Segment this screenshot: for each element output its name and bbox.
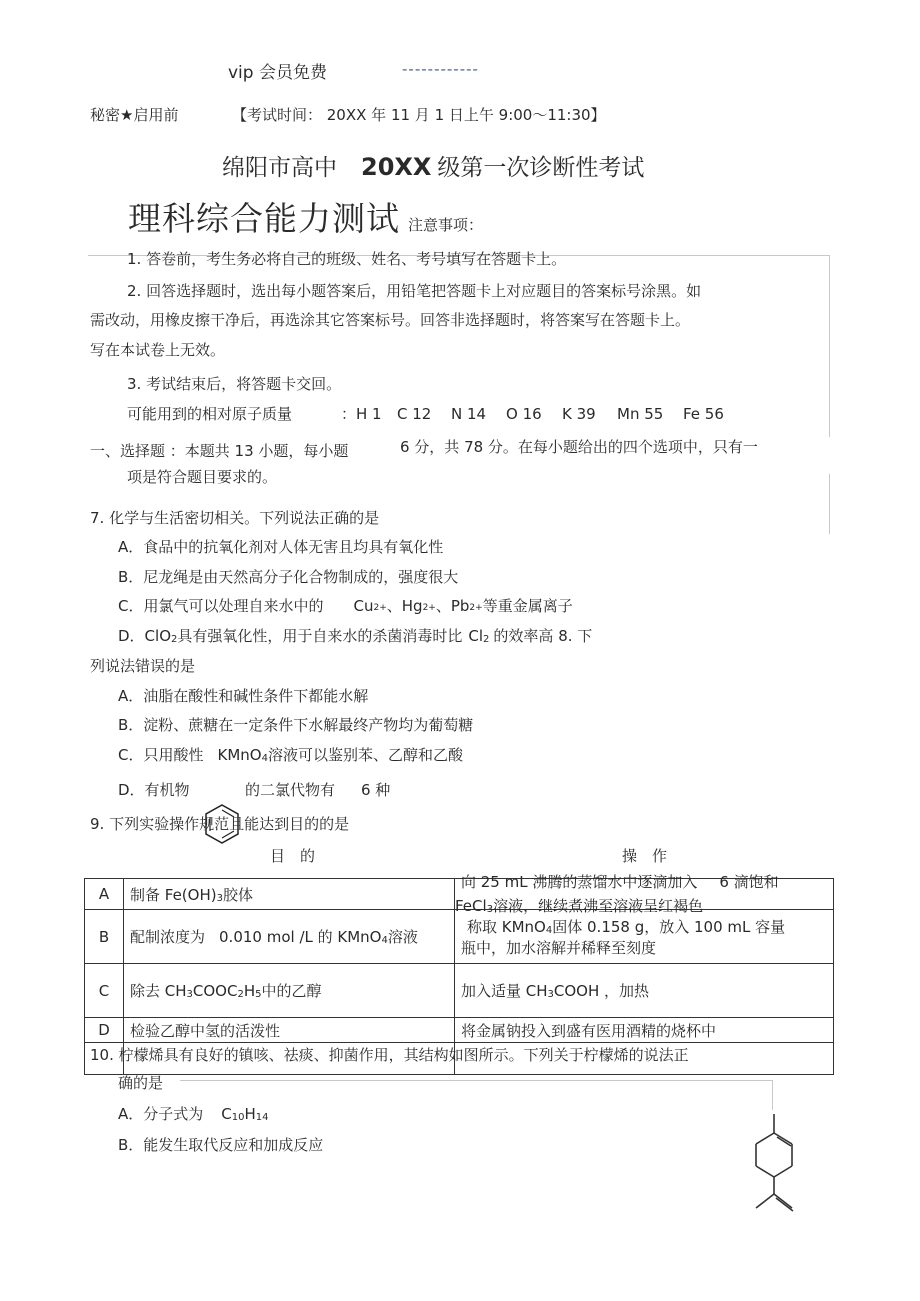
- q8-c-kmno: KMnO: [217, 746, 262, 764]
- q7-d-mid: 具有强氧化性，用于自来水的杀菌消毒时比: [177, 627, 463, 645]
- q10-a-c: C: [221, 1105, 232, 1123]
- q7-c-cu-charge: 2+: [373, 603, 387, 613]
- q10-option-a: [118, 1105, 269, 1124]
- q8-option-b: B．淀粉、蔗糖在一定条件下水解最终产物均为葡萄糖: [118, 716, 474, 734]
- row-c-goal-s2: 2: [237, 989, 244, 1000]
- row-a-op2-pre: FeCl: [455, 897, 487, 915]
- notice-label: 注意事项：: [408, 216, 484, 234]
- q7-d-cl-sub: 2: [483, 634, 490, 645]
- q8-option-d-pre: D．有机物: [118, 781, 190, 799]
- q8-c-pre: C．只用酸性: [118, 746, 204, 764]
- section-1-c: 项是符合题目要求的。: [127, 468, 278, 486]
- q10-a-h: H: [244, 1105, 256, 1123]
- q7-d-sub: 2: [171, 634, 178, 645]
- title-year: 20XX: [361, 153, 432, 181]
- q7-c-pb-charge: 2+: [469, 603, 483, 613]
- q7-option-a: A．食品中的抗氧化剂对人体无害且均具有氧化性: [118, 538, 444, 556]
- q7-c-hg-charge: 2+: [422, 603, 436, 613]
- frame-line-right-2: [829, 474, 830, 534]
- row-a-goal-post: 胶体: [222, 885, 253, 904]
- row-c-goal-mid2: H: [243, 982, 256, 1000]
- table-row: [85, 879, 834, 910]
- exam-time: 【考试时间： 20XX 年 11 月 1 日上午 9:00～11:30】: [232, 106, 606, 124]
- row-a-op: [455, 873, 834, 915]
- q10-stem-b: 确的是: [118, 1074, 164, 1092]
- section-1-a: 一、选择题 ：本题共 13 小题，每小题: [90, 442, 349, 460]
- row-b-goal-sub: 4: [381, 935, 388, 946]
- mass-mn: Mn 55: [617, 405, 664, 423]
- row-b-goal-post: 溶液: [387, 928, 418, 946]
- q7-option-c: [118, 597, 573, 615]
- q7-d-pre: D．ClO: [118, 627, 171, 645]
- q8-option-a: A．油脂在酸性和碱性条件下都能水解: [118, 687, 369, 705]
- q9-col-goal: 目 的: [270, 847, 316, 865]
- notice-2a: 2. 回答选择题时，选出每小题答案后，用铅笔把答题卡上对应题目的答案标号涂黑。如: [127, 282, 702, 300]
- q8-option-c: [118, 746, 463, 765]
- row-b-op1-sub: 4: [545, 924, 553, 936]
- table-row: [85, 964, 834, 1018]
- mass-n: N 14: [451, 405, 487, 423]
- row-d-key: D: [85, 1018, 124, 1043]
- limonene-structure-icon: [745, 1108, 805, 1218]
- q10-stem-a: 10. 柠檬烯具有良好的镇咳、祛痰、抑菌作用，其结构如图所示。下列关于柠檬烯的说法正: [90, 1046, 689, 1064]
- row-a-op-line2: [455, 895, 703, 916]
- row-c-op-sub: 3: [547, 989, 554, 1000]
- row-b-key: B: [85, 910, 124, 964]
- row-c-goal-mid: COOC: [192, 982, 238, 1000]
- row-a-op-line1: [461, 871, 779, 892]
- title-post: 级第一次诊断性考试: [437, 155, 645, 181]
- row-a-key: A: [85, 879, 124, 910]
- row-d-goal: 检验乙醇中氢的活泼性: [124, 1018, 455, 1043]
- notice-2c: 写在本试卷上无效。: [90, 341, 226, 359]
- q10-option-b: B．能发生取代反应和加成反应: [118, 1136, 324, 1154]
- q7-stem: 7. 化学与生活密切相关。下列说法正确的是: [90, 509, 380, 527]
- q7-c-hg: 、Hg: [386, 597, 423, 615]
- q8-option-d-mid: 的二氯代物有: [245, 781, 336, 799]
- title-pre: 绵阳市高中: [222, 155, 337, 181]
- mass-fe: Fe 56: [683, 405, 724, 423]
- frame-line-q10: [180, 1080, 772, 1081]
- exam-title: [222, 153, 644, 183]
- mass-k: K 39: [562, 405, 596, 423]
- row-b-goal-pre: 配制浓度为: [130, 928, 206, 946]
- q9-col-op: 操 作: [622, 847, 668, 865]
- q8-option-d-post: 6 种: [361, 781, 391, 799]
- mass-o: O 16: [506, 405, 542, 423]
- row-b-op-line2: 瓶中，加水溶解并稀释至刻度: [461, 938, 657, 957]
- q7-c-post: 等重金属离子: [482, 597, 573, 615]
- q10-a-s1: 10: [231, 1112, 245, 1123]
- row-c-op-pre: 加入适量 CH: [461, 982, 548, 1000]
- vip-label: vip 会员免费: [228, 63, 327, 83]
- q7-c-cu: Cu: [353, 597, 374, 615]
- q7-d-post: 的效率高 8. 下: [493, 627, 593, 645]
- row-b-op1-post: 固体 0.158 g，放入 100 mL 容量: [552, 917, 786, 936]
- row-c-goal-s1: 3: [186, 989, 193, 1000]
- q9-stem: 9. 下列实验操作规范且能达到目的的是: [90, 815, 350, 833]
- row-a-op2-sub: 3: [486, 904, 494, 915]
- q8-stem: 列说法错误的是: [90, 657, 196, 675]
- q7-c-pb: 、Pb: [435, 597, 470, 615]
- row-a-goal-pre: 制备 Fe(OH): [130, 885, 217, 904]
- table-row: [85, 910, 834, 964]
- mass-h: ：H 1: [341, 405, 382, 423]
- notice-1: 1. 答卷前，考生务必将自己的班级、姓名、考号填写在答题卡上。: [127, 250, 567, 268]
- mass-c: C 12: [397, 405, 432, 423]
- notice-3: 3. 考试结束后，将答题卡交回。: [127, 375, 342, 393]
- secret-label: 秘密★启用前: [90, 106, 179, 124]
- row-b-op-line1: [467, 916, 827, 937]
- q10-a-pre: A．分子式为: [118, 1105, 204, 1123]
- row-b-op1-pre: 称取 KMnO: [467, 917, 546, 936]
- notice-2b: 需改动，用橡皮擦干净后，再选涂其它答案标号。回答非选择题时，将答案写在答题卡上。: [90, 311, 691, 329]
- row-c-goal-pre: 除去 CH: [130, 982, 187, 1000]
- row-c-goal-s3: 5: [255, 989, 262, 1000]
- row-b-goal: [124, 910, 455, 964]
- row-c-key: C: [85, 964, 124, 1018]
- q8-c-post: 溶液可以鉴别苯、乙醇和乙酸: [267, 746, 463, 764]
- atomic-mass-label: 可能用到的相对原子质量: [127, 405, 293, 423]
- row-a-goal: [124, 879, 455, 910]
- frame-line-q10-right: [772, 1080, 773, 1110]
- row-b-op: [455, 910, 834, 964]
- q7-option-d: [118, 627, 592, 646]
- q8-c-sub: 4: [261, 753, 268, 764]
- row-c-op-post: COOH ，加热: [553, 982, 650, 1000]
- q7-d-cl: Cl: [468, 627, 484, 645]
- table-row: [85, 1018, 834, 1043]
- row-b-goal-mid: 0.010 mol /L 的 KMnO: [219, 928, 382, 946]
- subject-title: [128, 199, 483, 239]
- dash-line: ------------: [402, 60, 479, 78]
- row-a-goal-sub: 3: [216, 892, 223, 904]
- row-a-op1: 向 25 mL 沸腾的蒸馏水中逐滴加入: [461, 873, 698, 891]
- row-d-op: 将金属钠投入到盛有医用酒精的烧杯中: [455, 1018, 834, 1043]
- q7-c-pre: C．用氯气可以处理自来水中的: [118, 597, 324, 615]
- row-a-op2-post: 溶液，继续煮沸至溶液呈红褐色: [493, 897, 704, 915]
- row-c-op: [455, 964, 834, 1018]
- row-c-goal: [124, 964, 455, 1018]
- frame-line-right: [829, 255, 830, 437]
- row-a-op1b: 6 滴饱和: [719, 873, 779, 891]
- q7-option-b: B．尼龙绳是由天然高分子化合物制成的，强度很大: [118, 568, 459, 586]
- row-c-goal-post: 中的乙醇: [261, 982, 322, 1000]
- section-1-b: 6 分，共 78 分。在每小题给出的四个选项中，只有一: [400, 438, 758, 456]
- subject-name: 理科综合能力测试: [128, 199, 400, 238]
- q10-a-s2: 14: [255, 1112, 269, 1123]
